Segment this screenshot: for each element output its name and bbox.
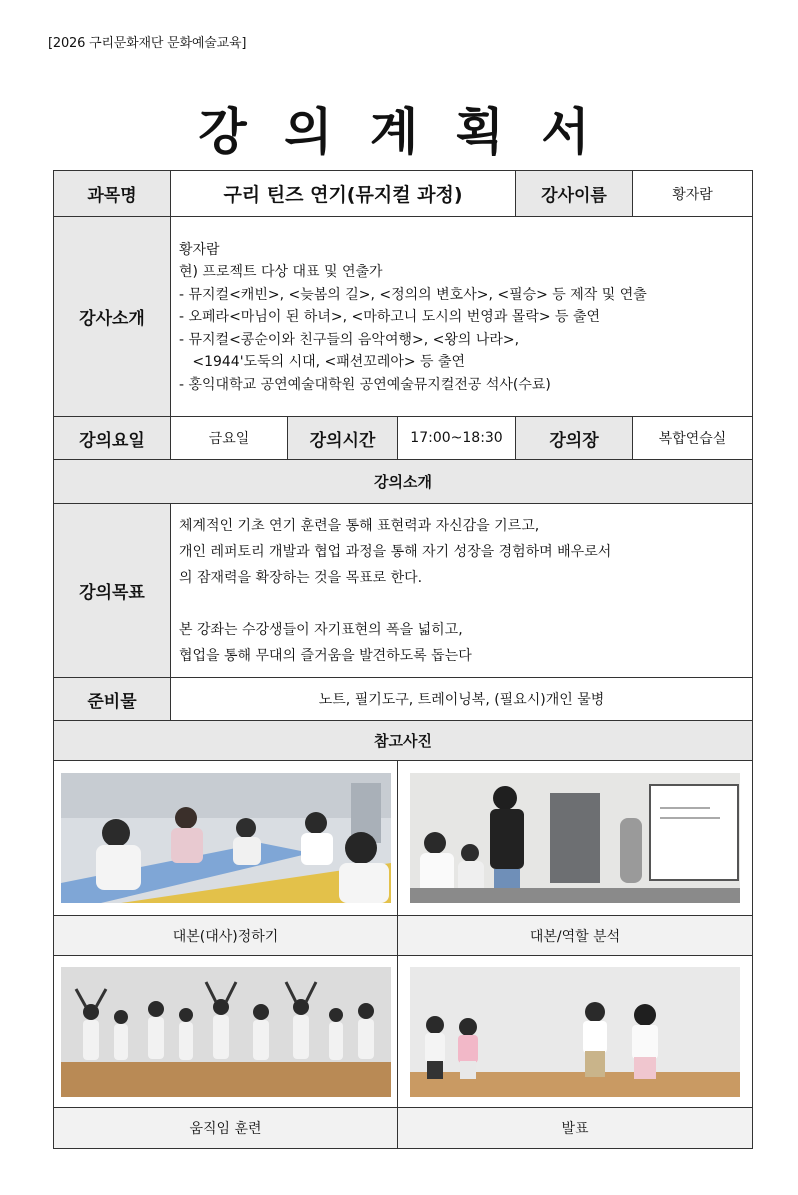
lecture-day-label: 강의요일 <box>54 417 171 460</box>
instructor-name-label: 강사이름 <box>516 171 633 217</box>
instructor-intro-content <box>171 217 753 417</box>
lecture-time-value: 17:00~18:30 <box>398 417 516 460</box>
course-name-label: 과목명 <box>54 171 171 217</box>
photo-caption: 대본/역할 분석 <box>398 916 753 956</box>
photo-script-reading <box>61 773 391 903</box>
intro-line: - 오페라<마님이 된 하녀>, <마하고니 도시의 번영과 몰락> 등 출연 <box>179 309 601 326</box>
intro-line: - 홍익대학교 공연예술대학원 공연예술뮤지컬전공 석사(수료) <box>179 376 551 393</box>
photo-movement-training <box>61 967 391 1097</box>
course-name-value: 구리 틴즈 연기(뮤지컬 과정) <box>171 171 516 217</box>
lecture-place-label: 강의장 <box>516 417 633 460</box>
lecture-plan-table <box>53 170 753 1149</box>
photo-presentation <box>410 967 740 1097</box>
intro-line: - 뮤지컬<콩순이와 친구들의 음악여행>, <왕의 나라>, <box>179 331 520 348</box>
intro-line: <1944'도둑의 시대, <패션꼬레아> 등 출연 <box>179 354 466 371</box>
goal-line: 본 강좌는 수강생들이 자기표현의 폭을 넓히고, <box>179 621 463 638</box>
instructor-intro-label: 강사소개 <box>54 217 171 417</box>
intro-line: - 뮤지컬<캐빈>, <늦봄의 길>, <정의의 변호사>, <필승> 등 제작 및 연출 <box>179 286 647 303</box>
lecture-time-label: 강의시간 <box>288 417 398 460</box>
header-note: [2026 구리문화재단 문화예술교육] <box>48 36 247 51</box>
goal-line: 개인 레퍼토리 개발과 협업 과정을 통해 자기 성장을 경험하며 배우로서 <box>179 543 612 560</box>
photo-cell <box>54 761 398 916</box>
intro-line: 황자람 <box>179 241 220 258</box>
materials-label: 준비물 <box>54 678 171 721</box>
lecture-goal-content <box>171 504 753 678</box>
photo-caption: 발표 <box>398 1108 753 1149</box>
document-title: 강 의 계 획 서 <box>198 103 600 161</box>
intro-line: 현) 프로젝트 다상 대표 및 연출가 <box>179 264 383 281</box>
photo-caption: 대본(대사)정하기 <box>54 916 398 956</box>
reference-photos-heading: 참고사진 <box>54 721 753 761</box>
goal-line: 협업을 통해 무대의 즐거움을 발견하도록 돕는다 <box>179 647 472 664</box>
photo-cell <box>54 956 398 1108</box>
course-intro-heading: 강의소개 <box>54 460 753 504</box>
lecture-place-value: 복합연습실 <box>633 417 753 460</box>
photo-cell <box>398 761 753 916</box>
materials-value: 노트, 필기도구, 트레이닝복, (필요시)개인 물병 <box>171 678 753 721</box>
lecture-goal-label: 강의목표 <box>54 504 171 678</box>
instructor-name-value: 황자람 <box>633 171 753 217</box>
photo-role-analysis <box>410 773 740 903</box>
photo-cell <box>398 956 753 1108</box>
photo-caption: 움직임 훈련 <box>54 1108 398 1149</box>
lecture-day-value: 금요일 <box>171 417 288 460</box>
goal-line <box>179 591 744 617</box>
goal-line: 의 잠재력을 확장하는 것을 목표로 한다. <box>179 569 423 586</box>
goal-line: 체계적인 기초 연기 훈련을 통해 표현력과 자신감을 기르고, <box>179 517 540 534</box>
